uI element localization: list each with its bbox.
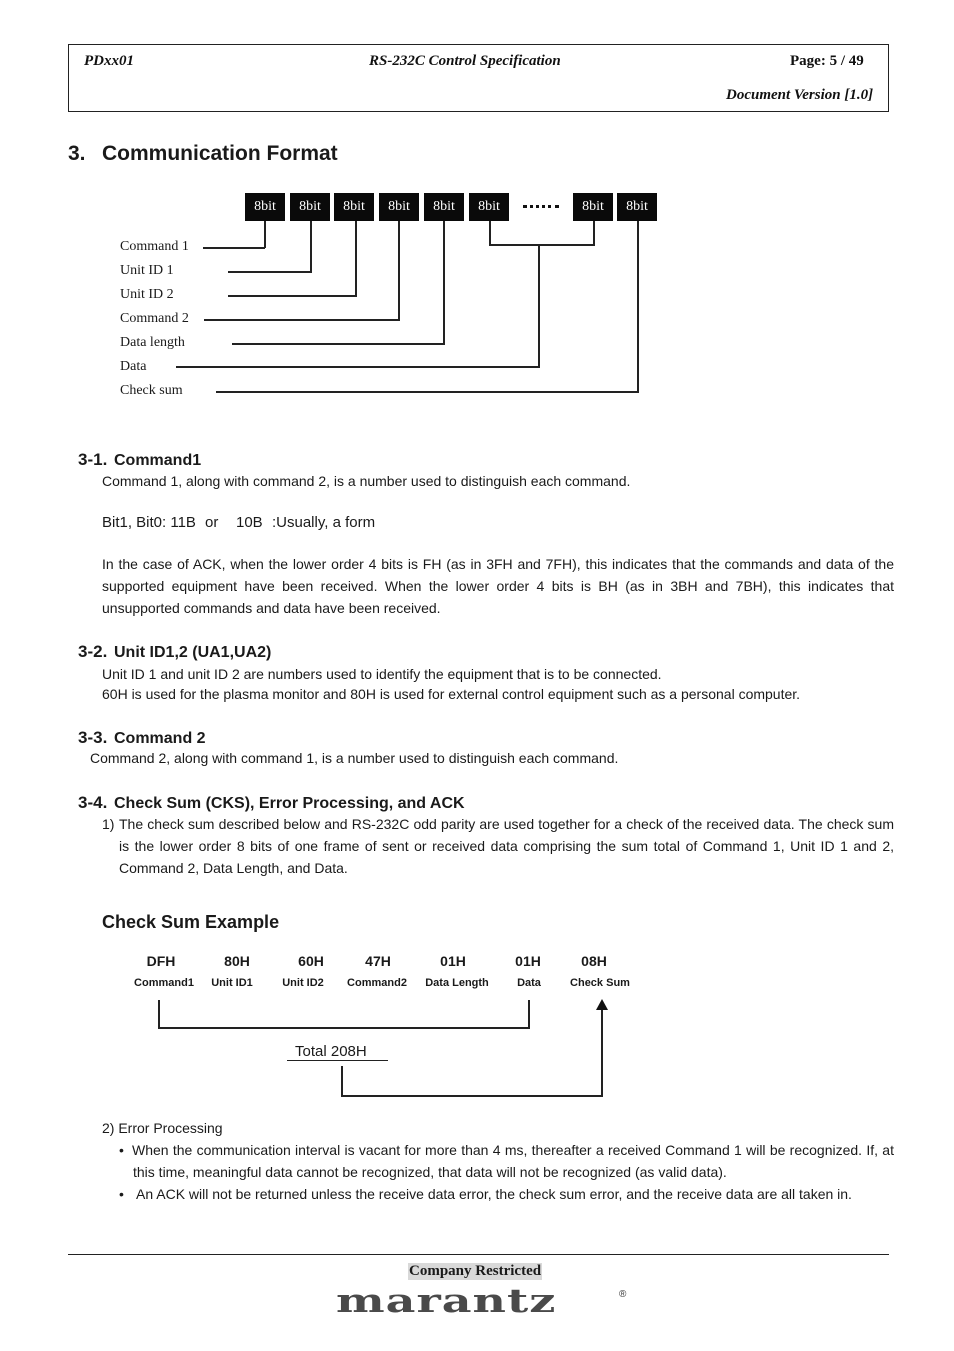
error-bullet-1-icon: • — [119, 1142, 124, 1158]
s31-bits-b: 10B — [236, 514, 263, 531]
field-label-check-sum: Check sum — [120, 383, 183, 398]
bit-box-data-first: 8bit — [469, 193, 509, 221]
cs-value-data-length: 01H — [440, 953, 466, 969]
cs-label-check-sum: Check Sum — [570, 977, 630, 989]
bit-box-unit-id2: 8bit — [334, 193, 374, 221]
s32-paragraph1: Unit ID 1 and unit ID 2 are numbers used to identify the equipment that is to be connected. — [102, 666, 662, 682]
field-label-data-length: Data length — [120, 335, 185, 350]
cs-value-command1: DFH — [146, 953, 176, 969]
s31-number: 3-1. — [78, 450, 108, 469]
s32-paragraph2: 60H is used for the plasma monitor and 80H is used for external control equipment such as a personal computer. — [102, 686, 801, 702]
header-page: Page: 5 / 49 — [790, 53, 864, 69]
section-title: Communication Format — [102, 142, 338, 165]
bit-box-check-sum: 8bit — [617, 193, 657, 221]
s33-paragraph1: Command 2, along with command 1, is a number used to distinguish each command. — [90, 750, 619, 766]
s34-item1-number: 1) — [102, 816, 115, 832]
cs-value-check-sum: 08H — [581, 953, 607, 969]
error-bullet-2-icon: • — [119, 1186, 124, 1202]
s31-bits-or: or — [205, 514, 219, 531]
field-label-data: Data — [120, 359, 147, 374]
field-label-command2: Command 2 — [120, 311, 189, 326]
bit-box-unit-id1: 8bit — [290, 193, 330, 221]
s31-paragraph1: Command 1, along with command 2, is a number used to distinguish each command. — [102, 473, 631, 489]
ellipsis-dots — [523, 205, 559, 208]
s31-title: Command1 — [114, 452, 202, 469]
header-version: Document Version [1.0] — [726, 87, 874, 103]
cs-value-unit-id2: 60H — [298, 953, 324, 969]
footer-rule — [68, 1254, 889, 1255]
s33-number: 3-3. — [78, 728, 108, 747]
error-bullet-1-text: When the communication interval is vacant for more than 4 ms, thereafter a received Command 1 will be recognized. If, at this time, meaningful data cannot be recognized, that data will not be recognized (as valid data). — [132, 1142, 894, 1180]
field-label-unit-id1: Unit ID 1 — [120, 263, 174, 278]
s34-number: 3-4. — [78, 793, 108, 812]
field-label-command1: Command 1 — [120, 239, 189, 254]
bit-box-command2: 8bit — [379, 193, 419, 221]
checksum-total: Total 208H — [295, 1043, 367, 1060]
bit-box-command1: 8bit — [245, 193, 285, 221]
cs-value-data: 01H — [515, 953, 541, 969]
cs-label-command2: Command2 — [347, 977, 407, 989]
arrow-up-icon — [596, 999, 608, 1010]
cs-label-data-length: Data Length — [425, 977, 489, 989]
header-title: RS-232C Control Specification — [369, 53, 561, 69]
cs-value-unit-id1: 80H — [224, 953, 250, 969]
s34-item1-text: The check sum described below and RS-232C odd parity are used together for a check of the received data. The check sum is the lower order 8 bits of one frame of sent or received data comprising the sum total of Command 1, Unit ID 1 and 2, Command 2, Data Length, and Data. — [119, 816, 894, 876]
registered-mark: ® — [619, 1289, 627, 1300]
header-model: PDxx01 — [84, 53, 134, 69]
section-number: 3. — [68, 142, 86, 165]
s31-bits-c: :Usually, a form — [272, 514, 376, 531]
marantz-logo: marantz — [336, 1281, 557, 1320]
company-restricted-label: Company Restricted — [409, 1263, 542, 1279]
bit-box-data-last: 8bit — [573, 193, 613, 221]
s32-number: 3-2. — [78, 642, 108, 661]
checksum-title: Check Sum Example — [102, 912, 280, 932]
cs-label-unit-id1: Unit ID1 — [211, 977, 253, 989]
cs-value-command2: 47H — [365, 953, 391, 969]
s32-title: Unit ID1,2 (UA1,UA2) — [114, 644, 272, 661]
bit-box-data-length: 8bit — [424, 193, 464, 221]
cs-label-unit-id2: Unit ID2 — [282, 977, 324, 989]
cs-label-data: Data — [517, 977, 541, 989]
error-heading: 2) Error Processing — [102, 1120, 223, 1136]
s31-paragraph2: In the case of ACK, when the lower order 4 bits is FH (as in 3FH and 7FH), this indicates that the commands and data of the supported equipment have been received. When the lower order 4 bits is BH (as in 3BH and 7BH), this indicates that unsupported commands and data have been received. — [102, 556, 894, 616]
field-label-unit-id2: Unit ID 2 — [120, 287, 174, 302]
s33-title: Command 2 — [114, 730, 206, 747]
s31-bits-a: Bit1, Bit0: 11B — [102, 514, 196, 531]
error-bullet-2-text: An ACK will not be returned unless the receive data error, the check sum error, and the receive data are all taken in. — [136, 1186, 852, 1202]
cs-label-command1: Command1 — [134, 977, 194, 989]
s34-title: Check Sum (CKS), Error Processing, and ACK — [114, 795, 465, 812]
